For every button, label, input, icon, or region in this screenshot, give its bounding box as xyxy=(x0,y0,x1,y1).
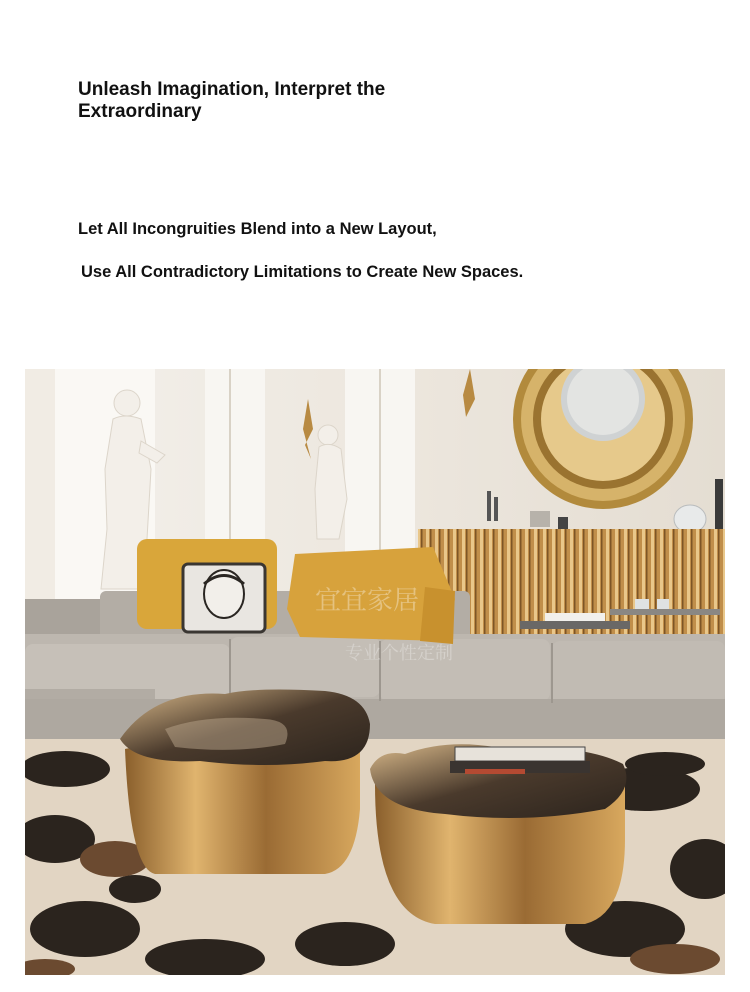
coffee-table-large xyxy=(120,690,370,874)
tagline-line-2: Use All Contradictory Limitations to Create New Spaces. xyxy=(81,263,524,281)
living-room-photo xyxy=(25,369,725,975)
photo-watermark: 宜宜家居 xyxy=(315,586,420,616)
curtain xyxy=(25,369,55,609)
living-room-illustration xyxy=(25,369,725,975)
photo-watermark-sub: 专业个性定制 xyxy=(345,643,453,664)
books-stack xyxy=(450,747,590,774)
page-headline: Unleash Imagination, Interpret the Extraordinary xyxy=(78,79,386,122)
tagline-line-1: Let All Incongruities Blend into a New Layout, xyxy=(78,220,437,238)
